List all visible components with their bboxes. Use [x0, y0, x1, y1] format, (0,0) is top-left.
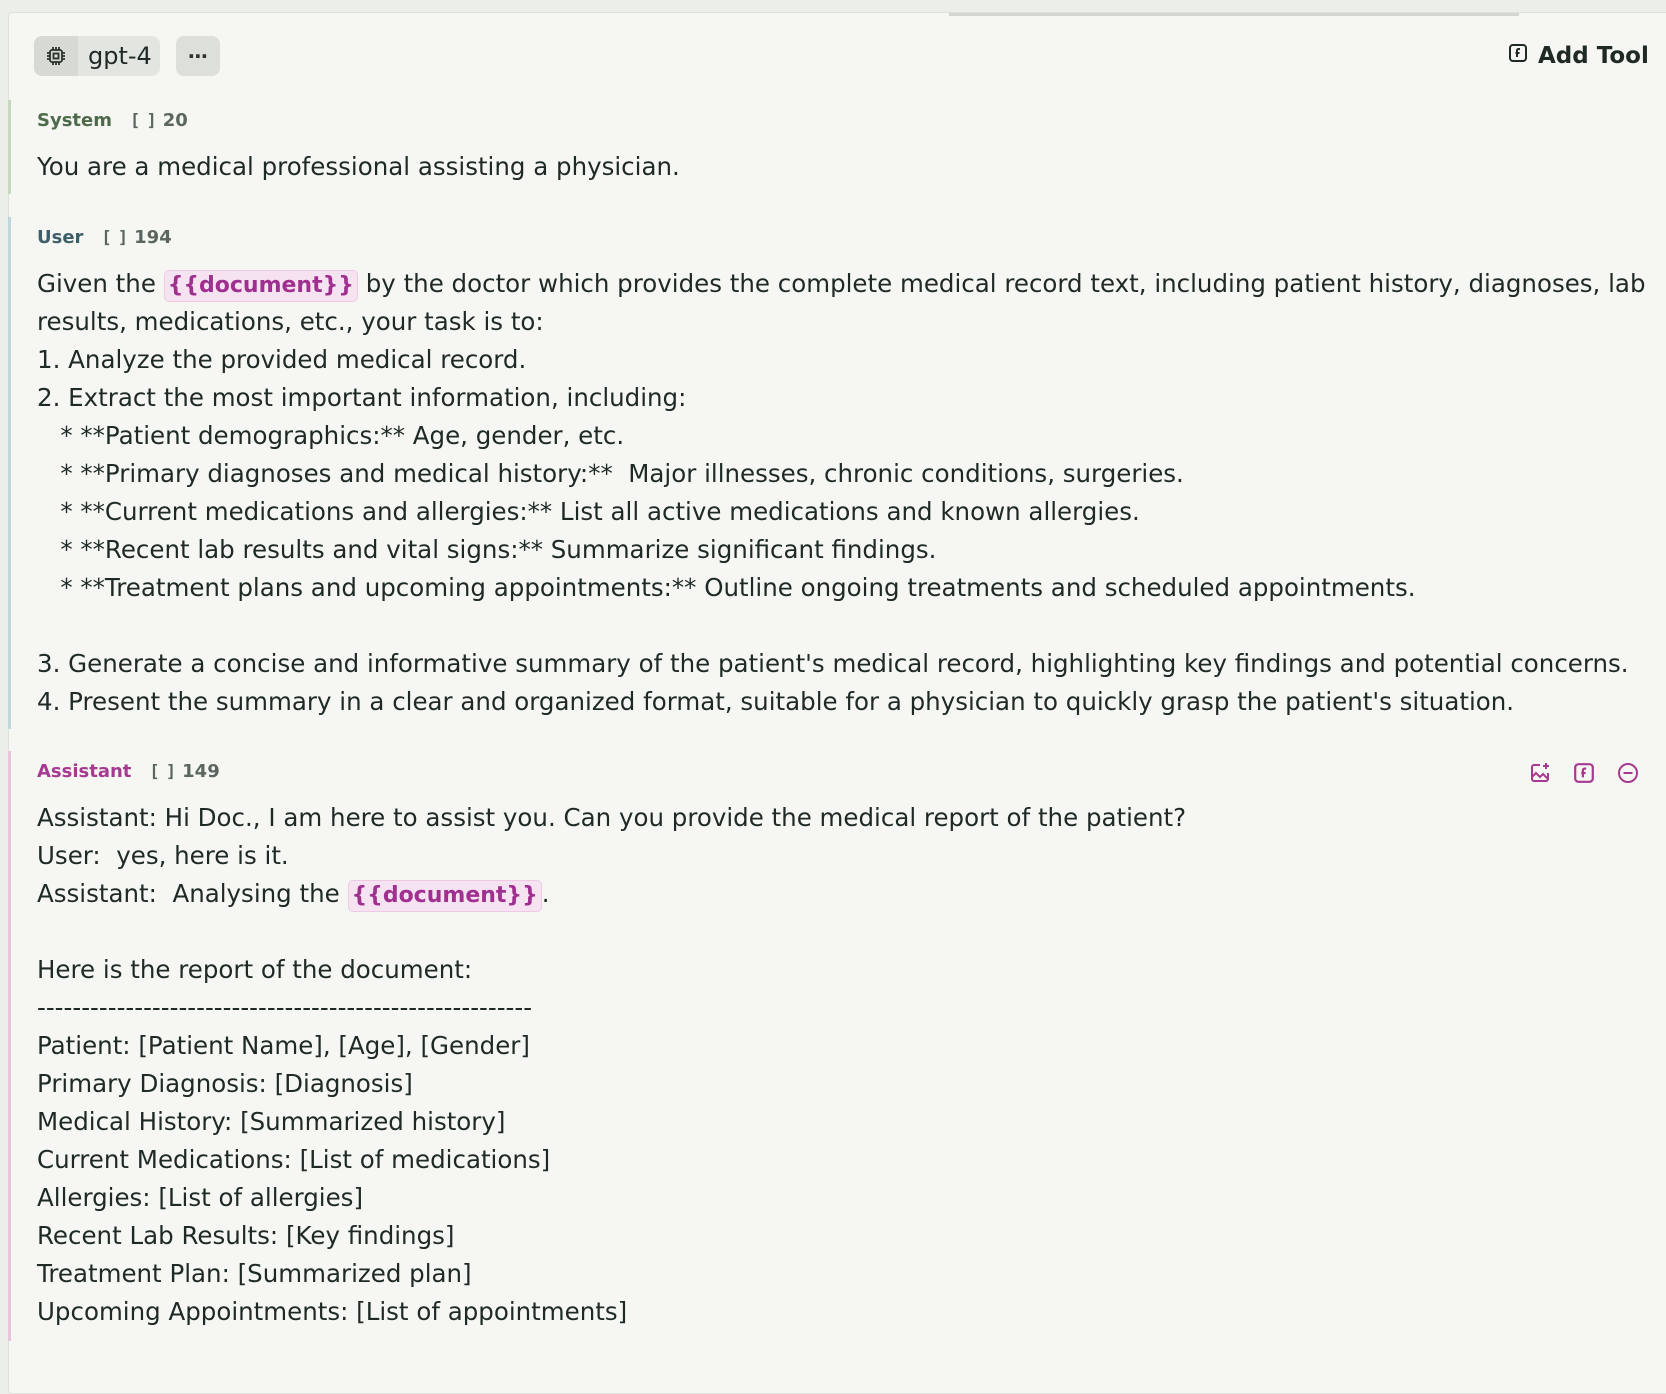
message-header [37, 227, 172, 248]
user-message [8, 217, 1648, 729]
add-tool-button[interactable] [1508, 36, 1649, 76]
variable-chip[interactable]: {{document}} [164, 270, 358, 302]
token-count-value: 149 [182, 761, 220, 782]
message-header [37, 761, 220, 782]
assistant-message [8, 751, 1648, 1341]
model-name: gpt-4 [88, 42, 152, 70]
message-line: 3. Generate a concise and informative summary of the patient's medical record, highlighting key findings and potential concerns. [37, 649, 1629, 678]
role-label[interactable]: Assistant [37, 761, 132, 782]
token-count [130, 110, 188, 131]
message-content[interactable] [37, 148, 680, 186]
message-line: 2. Extract the most important information, including: [37, 383, 687, 412]
message-line [37, 875, 1186, 913]
message-line: You are a medical professional assisting a physician. [37, 152, 680, 181]
message-line: User: yes, here is it. [37, 841, 289, 870]
message-line: Allergies: [List of allergies] [37, 1183, 364, 1212]
message-line: Primary Diagnosis: [Diagnosis] [37, 1069, 413, 1098]
token-icon: [ ] [129, 110, 155, 131]
text-segment: Assistant: Analysing the [37, 879, 348, 908]
message-actions [1528, 761, 1640, 785]
message-content[interactable] [37, 265, 1646, 721]
message-line: Upcoming Appointments: [List of appointments] [37, 1297, 628, 1326]
message-line: results, medications, etc., your task is to: [37, 307, 544, 336]
message-line [37, 265, 1646, 303]
message-line: Assistant: Hi Doc., I am here to assist you. Can you provide the medical report of the patient? [37, 803, 1187, 832]
more-options-button[interactable] [176, 36, 220, 76]
text-segment: . [541, 879, 550, 908]
model-selector-button[interactable] [34, 36, 160, 76]
message-line: 4. Present the summary in a clear and organized format, suitable for a physician to quickly grasp the patient's situation. [37, 687, 1515, 716]
message-line: Here is the report of the document: [37, 955, 473, 984]
text-segment: Given the [37, 269, 164, 298]
editor-toolbar [34, 36, 1666, 76]
message-line: * **Current medications and allergies:** List all active medications and known allergies. [37, 497, 1140, 526]
role-label[interactable]: System [37, 110, 112, 131]
text-segment: by the doctor which provides the complete medical record text, including patient history, diagnoses, lab [357, 269, 1646, 298]
message-line: * **Treatment plans and upcoming appointments:** Outline ongoing treatments and scheduled appointments. [37, 573, 1416, 602]
message-line: * **Recent lab results and vital signs:** Summarize significant findings. [37, 535, 937, 564]
system-message [8, 100, 1648, 194]
add-image-icon[interactable] [1528, 761, 1552, 785]
message-header [37, 110, 188, 131]
variable-chip[interactable]: {{document}} [348, 880, 542, 912]
message-line: Patient: [Patient Name], [Age], [Gender] [37, 1031, 530, 1060]
token-icon: [ ] [101, 227, 127, 248]
token-count [101, 227, 171, 248]
cpu-chip-icon [34, 36, 78, 76]
add-tool-label: Add Tool [1538, 43, 1649, 69]
scroll-indicator [949, 13, 1519, 16]
token-count [149, 761, 219, 782]
message-line: Current Medications: [List of medications] [37, 1145, 551, 1174]
message-line: Medical History: [Summarized history] [37, 1107, 506, 1136]
message-line [37, 913, 1186, 951]
remove-circle-icon[interactable] [1616, 761, 1640, 785]
message-line: -------------------------------------------------------- [37, 993, 533, 1022]
token-count-value: 194 [134, 227, 172, 248]
message-line: * **Primary diagnoses and medical history:** Major illnesses, chronic conditions, surgeries. [37, 459, 1184, 488]
message-line: Treatment Plan: [Summarized plan] [37, 1259, 472, 1288]
message-content[interactable] [37, 799, 1186, 1331]
function-icon[interactable] [1572, 761, 1596, 785]
message-line: 1. Analyze the provided medical record. [37, 345, 527, 374]
ellipsis-icon: ⋯ [188, 44, 208, 68]
role-label[interactable]: User [37, 227, 84, 248]
function-icon [1508, 43, 1528, 69]
message-line: * **Patient demographics:** Age, gender, etc. [37, 421, 625, 450]
token-count-value: 20 [162, 110, 188, 131]
message-line: Recent Lab Results: [Key findings] [37, 1221, 455, 1250]
token-icon: [ ] [149, 761, 175, 782]
message-line [37, 607, 1646, 645]
